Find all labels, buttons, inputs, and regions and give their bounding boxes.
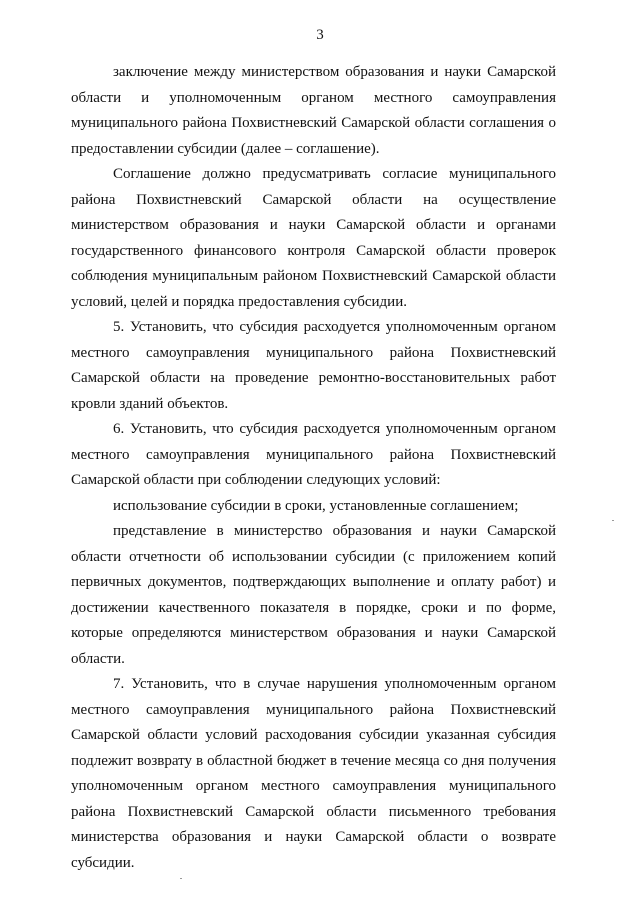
paragraph-item-5: 5. Установить, что субсидия расходуется уполномоченным органом местного самоуправления муниципального района Похвистневский Самарской области на проведение ремонтно-восстановительных работ кровли зданий объектов. (71, 319, 556, 412)
paragraph-agreement-conclusion: заключение между министерством образования и науки Самарской области и уполномоченным органом местного самоуправления муниципального района Похвистневский Самарской области соглашения о предоставлении субсидии (далее – соглашение). (71, 64, 556, 157)
paragraph-agreement-consent: Соглашение должно предусматривать согласие муниципального района Похвистневский Самарской области на осуществление министерством образования и науки Самарской области и органами государственного финансового контроля Самарской области проверок соблюдения муниципальным районом Похвистневский Самарской области условий, целей и порядка предоставления субсидии. (71, 166, 556, 310)
paragraph-item-7: 7. Установить, что в случае нарушения уполномоченным органом местного самоуправления муниципального района Похвистневский Самарской области условий расходования субсидии указанная субсидия подлежит возврату в областной бюджет в течение месяца со дня получения уполномоченным органом местного самоуправления муниципального района Похвистневский Самарской области письменного требования министерства образования и науки Самарской области о возврате субсидии. (71, 676, 556, 871)
scan-mark-right (612, 520, 614, 521)
paragraph-condition-deadlines: использование субсидии в сроки, установленные соглашением; (113, 497, 519, 514)
document-body (71, 60, 556, 876)
paragraph-condition-reporting: представление в министерство образования и науки Самарской области отчетности об использовании субсидии (с приложением копий первичных документов, подтверждающих выполнение и оплату работ) и достижении качественного показателя в порядке, сроки и по форме, которые определяются министерством образования и науки Самарской области. (71, 523, 556, 667)
page-number: 3 (316, 27, 324, 43)
scan-mark-bottom (180, 878, 182, 879)
paragraph-item-6: 6. Установить, что субсидия расходуется уполномоченным органом местного самоуправления муниципального района Похвистневский Самарской области при соблюдении следующих условий: (71, 421, 556, 488)
